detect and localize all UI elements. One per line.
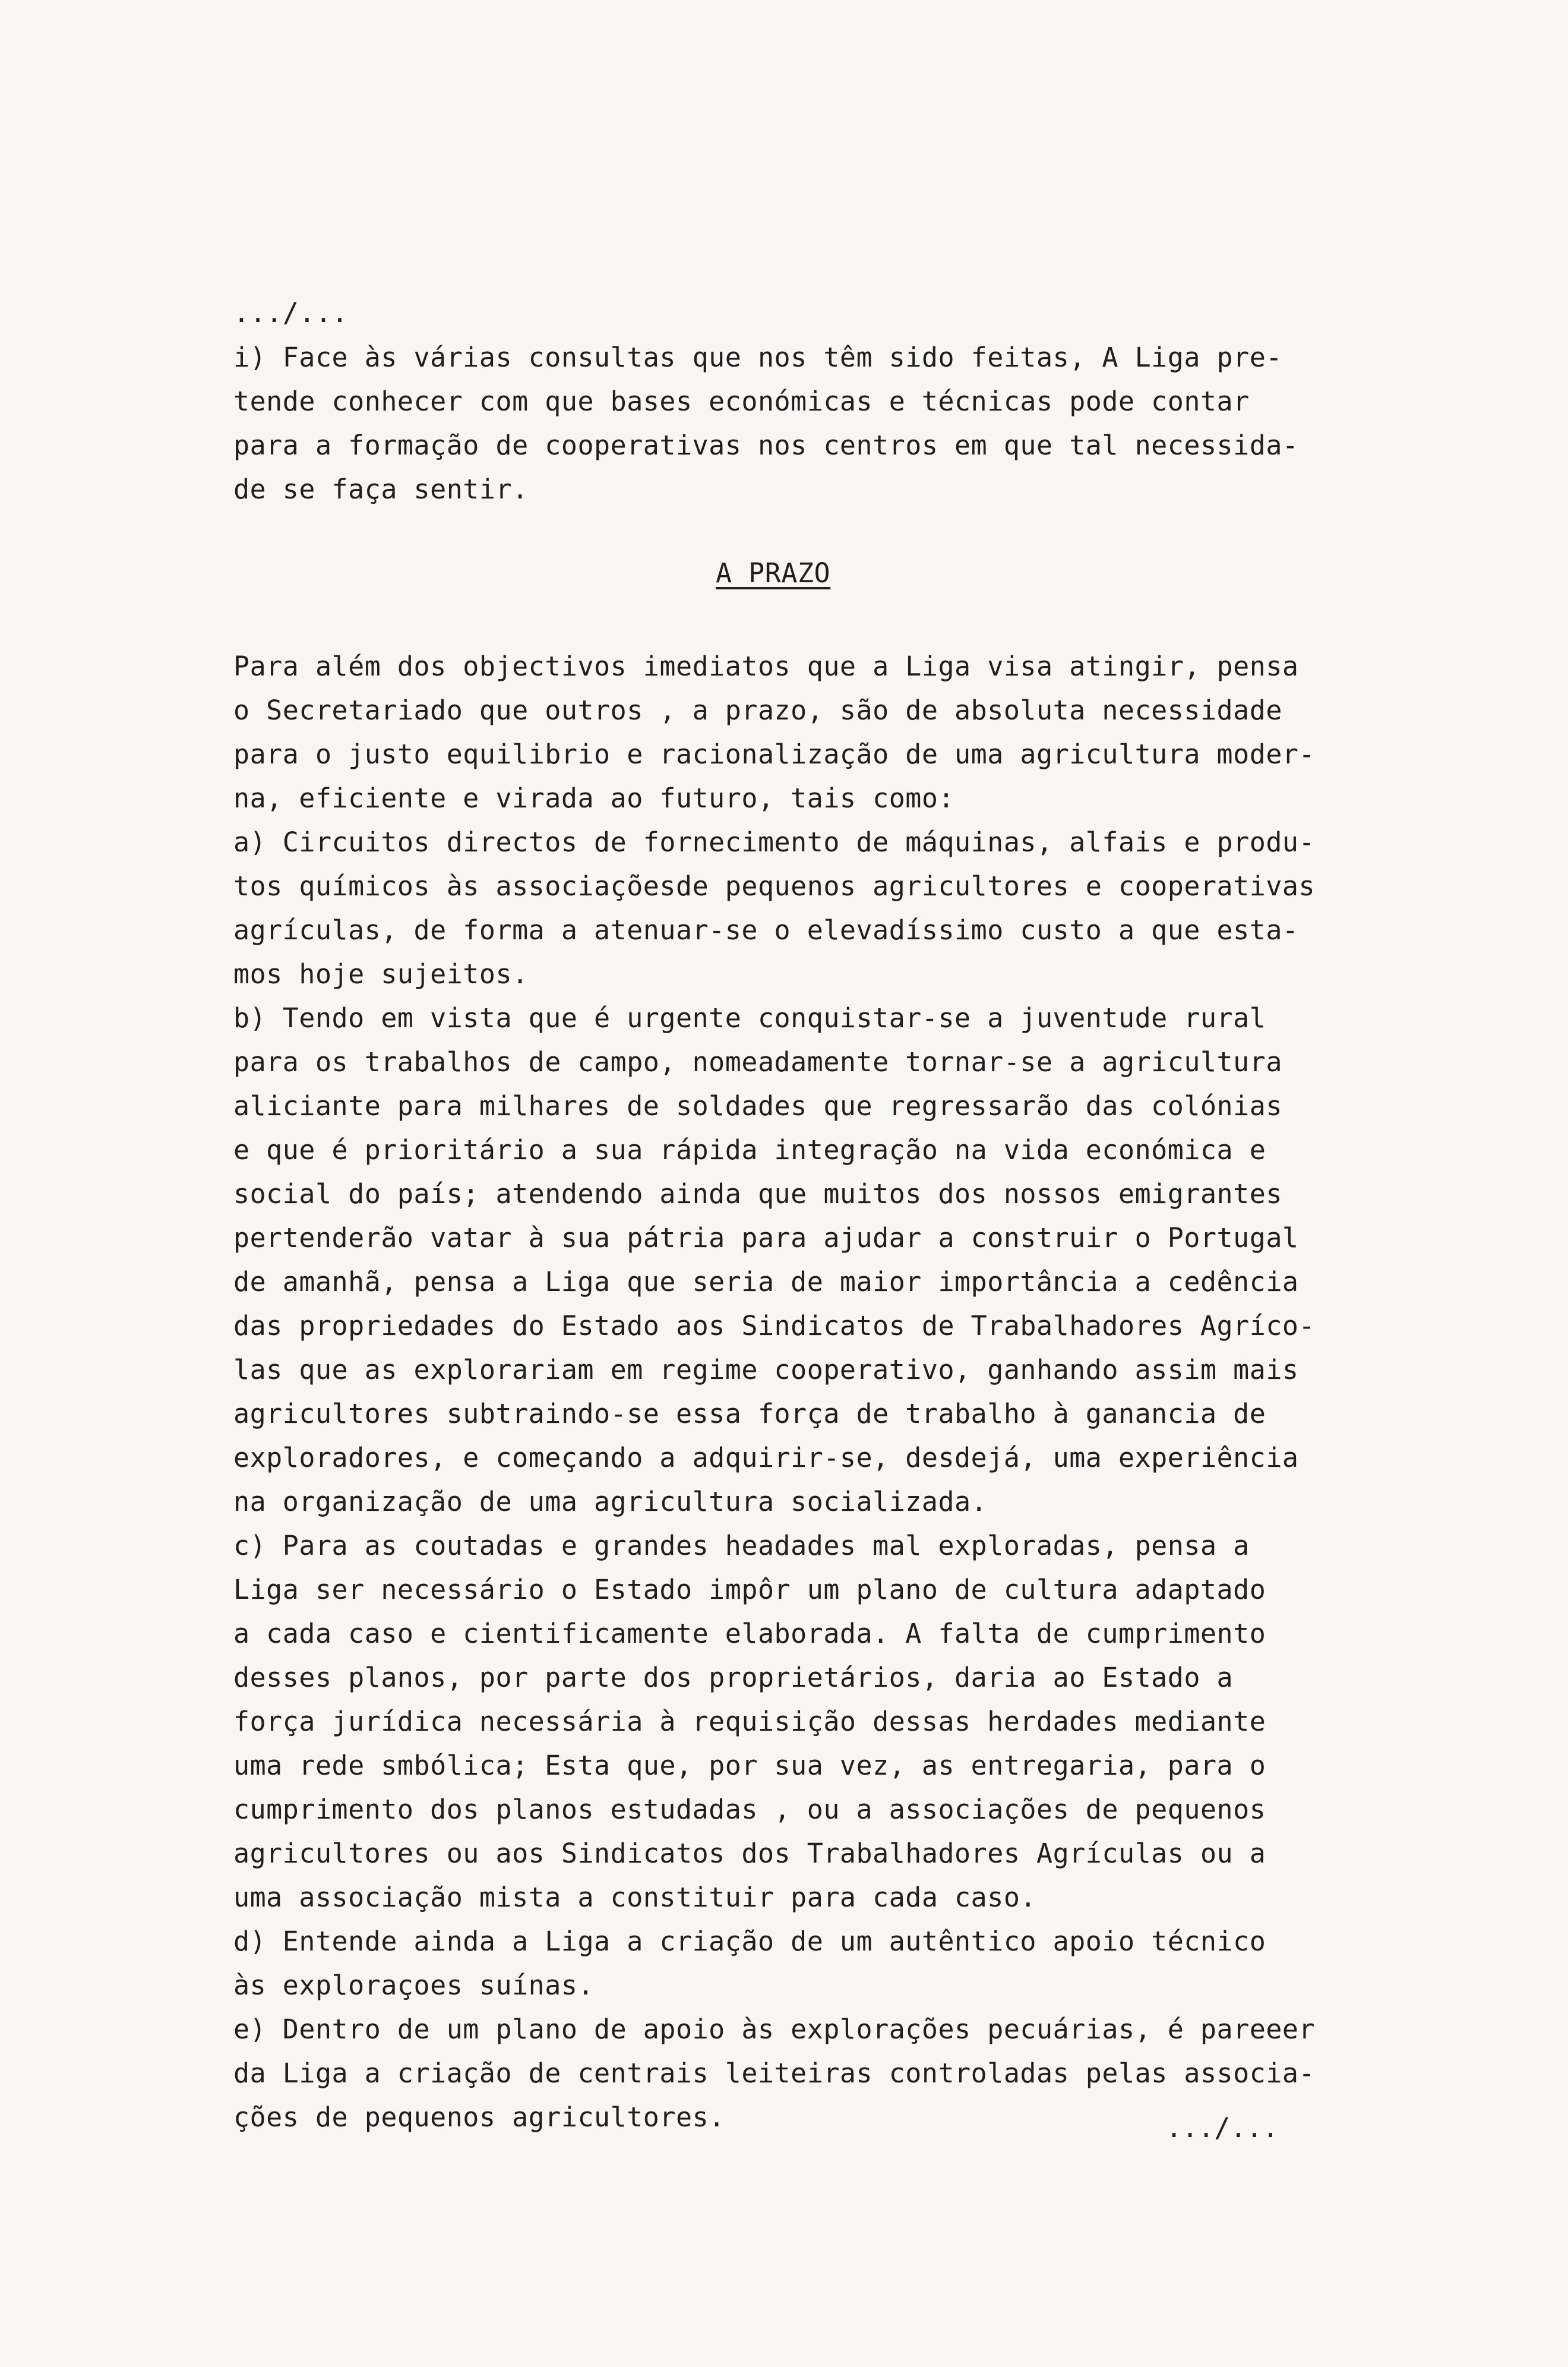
body-line: uma rede smbólica; Esta que, por sua vez, as entregaria, para o: [233, 1750, 1266, 1781]
body-line: ções de pequenos agricultores.: [233, 2101, 725, 2133]
bottom-continuation-marker: .../...: [1166, 2112, 1279, 2144]
body-line: às exploraçoes suínas.: [233, 1970, 595, 2001]
body-line: cumprimento dos planos estudadas , ou a associações de pequenos: [233, 1794, 1266, 1825]
body-line: desses planos, por parte dos proprietários, daria ao Estado a: [233, 1662, 1234, 1693]
body-line: c) Para as coutadas e grandes headades mal exploradas, pensa a: [233, 1530, 1250, 1561]
body-line: agrículas, de forma a atenuar-se o elevadíssimo custo a que esta-: [233, 914, 1299, 946]
body-line: força jurídica necessária à requisição dessas herdades mediante: [233, 1706, 1266, 1737]
body-line: pertenderão vatar à sua pátria para ajudar a construir o Portugal: [233, 1222, 1299, 1254]
body-line: agricultores subtraindo-se essa força de trabalho à ganancia de: [233, 1398, 1266, 1429]
body-line: para o justo equilibrio e racionalização de uma agricultura moder-: [233, 738, 1316, 770]
body-line: exploradores, e começando a adquirir-se, desdejá, uma experiência: [233, 1442, 1299, 1473]
body-line: na organização de uma agricultura socializada.: [233, 1486, 988, 1517]
intro-line: tende conhecer com que bases económicas e técnicas pode contar: [233, 386, 1250, 417]
body-line: na, eficiente e virada ao futuro, tais como:: [233, 782, 955, 814]
body-line: Liga ser necessário o Estado impôr um plano de cultura adaptado: [233, 1574, 1266, 1605]
body-line: de amanhã, pensa a Liga que seria de maior importância a cedência: [233, 1266, 1299, 1298]
body-line: mos hoje sujeitos.: [233, 958, 529, 990]
body-line: e) Dentro de um plano de apoio às explorações pecuárias, é pareeer: [233, 2013, 1316, 2045]
intro-line: de se faça sentir.: [233, 474, 529, 505]
body-line: d) Entende ainda a Liga a criação de um autêntico apoio técnico: [233, 1926, 1266, 1957]
body-line: uma associação mista a constituir para cada caso.: [233, 1882, 1037, 1913]
intro-line: i) Face às várias consultas que nos têm sido feitas, A Liga pre-: [233, 342, 1282, 373]
body-line: social do país; atendendo ainda que muitos dos nossos emigrantes: [233, 1178, 1282, 1210]
body-line: e que é prioritário a sua rápida integração na vida económica e: [233, 1134, 1266, 1166]
body-line: agricultores ou aos Sindicatos dos Trabalhadores Agrículas ou a: [233, 1838, 1266, 1869]
intro-line: para a formação de cooperativas nos centros em que tal necessida-: [233, 430, 1299, 461]
body-line: a) Circuitos directos de fornecimento de máquinas, alfais e produ-: [233, 826, 1316, 858]
body-line: Para além dos objectivos imediatos que a Liga visa atingir, pensa: [233, 651, 1299, 682]
top-continuation-marker: .../...: [233, 297, 349, 329]
body-line: a cada caso e cientificamente elaborada. A falta de cumprimento: [233, 1618, 1266, 1649]
body-line: las que as explorariam em regime cooperativo, ganhando assim mais: [233, 1354, 1299, 1386]
section-heading: A PRAZO: [716, 557, 831, 589]
body-line: o Secretariado que outros , a prazo, são de absoluta necessidade: [233, 695, 1282, 726]
body-line: tos químicos às associaçõesde pequenos agricultores e cooperativas: [233, 870, 1316, 902]
body-line: da Liga a criação de centrais leiteiras controladas pelas associa-: [233, 2057, 1316, 2089]
body-line: b) Tendo em vista que é urgente conquistar-se a juventude rural: [233, 1002, 1266, 1034]
body-line: para os trabalhos de campo, nomeadamente tornar-se a agricultura: [233, 1046, 1282, 1078]
body-line: aliciante para milhares de soldades que regressarão das colónias: [233, 1090, 1282, 1122]
body-line: das propriedades do Estado aos Sindicatos de Trabalhadores Agríco-: [233, 1310, 1316, 1342]
